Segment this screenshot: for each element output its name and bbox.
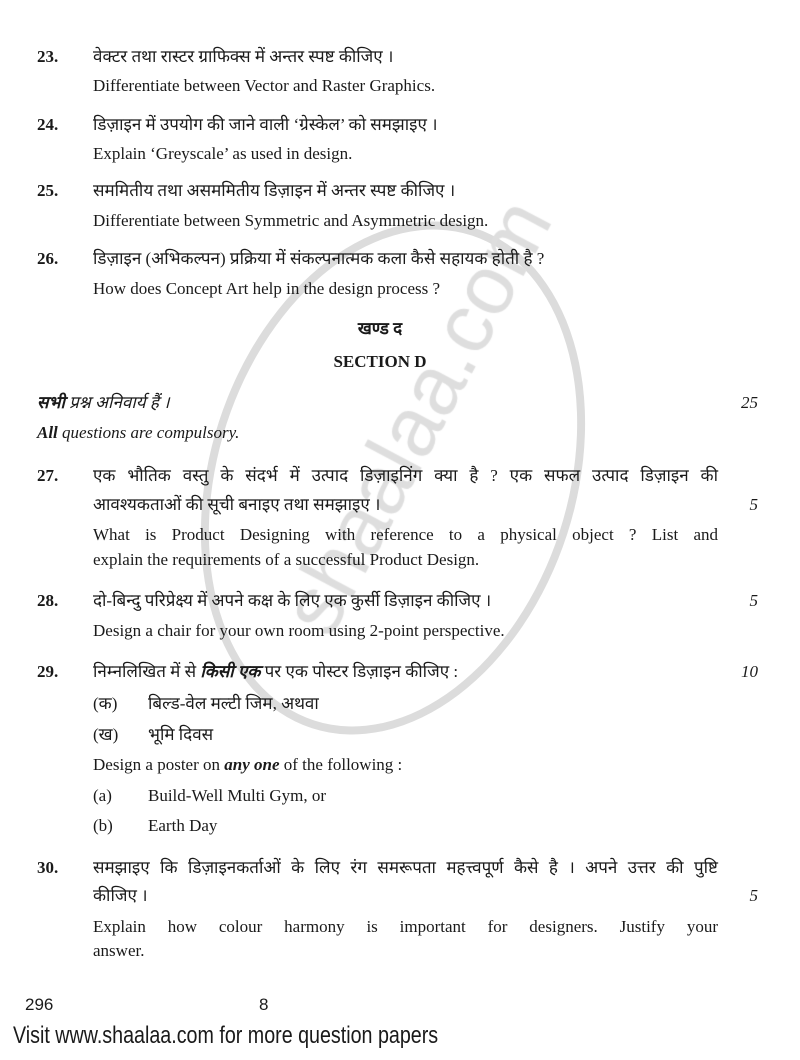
option-text: बिल्ड-वेल मल्टी जिम, अथवा [148,694,319,713]
question-hindi: डिज़ाइन (अभिकल्पन) प्रक्रिया में संकल्पनात्मक कला कैसे सहायक होती है ? [93,249,545,268]
question-hindi: दो-बिन्दु परिप्रेक्ष्य में अपने कक्ष के लिए एक कुर्सी डिज़ाइन कीजिए । [93,591,492,610]
option-label: (b) [93,816,113,835]
option-label: (क) [93,694,118,713]
option-label: (a) [93,786,112,805]
question-number: 23. [37,47,59,66]
question-number: 27. [37,466,59,485]
instruction-hindi-bold: सभी [37,393,65,412]
question-hindi: एक भौतिक वस्तु के संदर्भ में उत्पाद डिज़ाइनिंग क्या है ? एक सफल उत्पाद डिज़ाइन की [93,466,718,485]
option-label: (ख) [93,725,119,744]
section-title: SECTION D [333,352,427,371]
instruction-english-rest: questions are compulsory. [57,423,240,442]
option-text: Build-Well Multi Gym, or [148,786,327,805]
emphasis: any one [224,755,280,774]
option-text: Earth Day [148,816,218,835]
text: पर एक पोस्टर डिज़ाइन कीजिए : [260,662,459,681]
question-number: 24. [37,115,59,134]
emphasis: किसी एक [200,662,261,681]
text: निम्नलिखित में से [93,662,201,681]
instruction-english-bold: All [37,423,58,442]
question-english: explain the requirements of a successful Product Design. [93,550,480,569]
question-number: 26. [37,249,59,268]
question-english: Explain how colour harmony is important for designers. Justify your [93,917,718,936]
question-number: 29. [37,662,59,681]
instruction-hindi-rest: प्रश्न अनिवार्य हैं । [64,393,170,412]
question-hindi: कीजिए । [93,886,148,905]
question-hindi: वेक्टर तथा रास्टर ग्राफिक्स में अन्तर स्पष्ट कीजिए । [93,47,394,66]
paper-code: 296 [25,995,54,1014]
text: of the following : [279,755,403,774]
question-english: Differentiate between Symmetric and Asymmetric design. [93,211,489,230]
question-marks: 10 [741,662,758,681]
question-english: Differentiate between Vector and Raster Graphics. [93,76,436,95]
question-marks: 5 [749,886,758,905]
instruction-english [37,422,239,444]
question-number: 30. [37,858,59,877]
text: Design a poster on [93,755,225,774]
question-hindi: डिज़ाइन में उपयोग की जाने वाली ‘ग्रेस्केल’ को समझाइए । [93,115,438,134]
question-english: What is Product Designing with reference to a physical object ? List and [93,525,718,544]
question-marks: 5 [749,495,758,514]
page-number: 8 [259,995,269,1014]
question-english [93,754,402,776]
question-number: 28. [37,591,59,610]
question-marks: 5 [749,591,758,610]
question-english: How does Concept Art help in the design process ? [93,279,441,298]
question-number: 25. [37,181,59,200]
question-hindi [93,661,458,683]
question-english: Design a chair for your own room using 2-point perspective. [93,621,505,640]
option-text: भूमि दिवस [148,725,214,744]
visit-link[interactable]: Visit www.shaalaa.com for more question papers [13,1022,439,1049]
section-title-hindi: खण्ड द [357,319,403,338]
instruction-hindi [37,392,170,414]
question-hindi: समझाइए कि डिज़ाइनकर्ताओं के लिए रंग समरूपता महत्त्वपूर्ण कैसे है । अपने उत्तर की पुष्टि [93,858,718,877]
question-english: answer. [93,941,145,960]
question-hindi: आवश्यकताओं की सूची बनाइए तथा समझाइए । [93,495,381,514]
question-english: Explain ‘Greyscale’ as used in design. [93,144,353,163]
question-hindi: सममितीय तथा असममितीय डिज़ाइन में अन्तर स्पष्ट कीजिए । [93,181,456,200]
section-marks: 25 [741,393,758,412]
